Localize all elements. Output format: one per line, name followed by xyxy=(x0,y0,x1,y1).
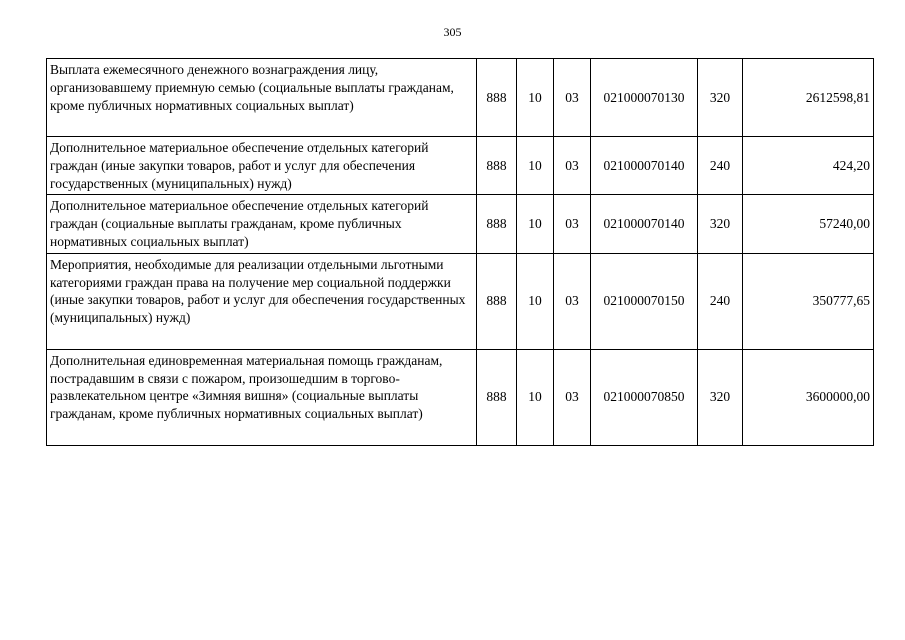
target-article-code-cell: 021000070150 xyxy=(591,253,698,349)
amount-cell: 350777,65 xyxy=(743,253,874,349)
amount-cell: 3600000,00 xyxy=(743,349,874,445)
row-name-cell: Мероприятия, необходимые для реализации отдельными льготными категориями граждан права на получение мер социальной поддержки (иные закупки товаров, работ и услуг для обеспечения государственных (муниципальных) нужд) xyxy=(47,253,477,349)
amount-cell: 2612598,81 xyxy=(743,59,874,137)
budget-table xyxy=(46,58,874,446)
table-row xyxy=(47,59,874,137)
section-code-cell: 10 xyxy=(517,349,554,445)
target-article-code-cell: 021000070130 xyxy=(591,59,698,137)
ministry-code-cell: 888 xyxy=(477,59,517,137)
table-row xyxy=(47,137,874,195)
subsection-code-cell: 03 xyxy=(554,59,591,137)
row-name-cell: Выплата ежемесячного денежного вознаграждения лицу, организовавшему приемную семью (социальные выплаты гражданам, кроме публичных нормативных социальных выплат) xyxy=(47,59,477,137)
amount-cell: 424,20 xyxy=(743,137,874,195)
target-article-code-cell: 021000070140 xyxy=(591,137,698,195)
section-code-cell: 10 xyxy=(517,195,554,253)
table-row xyxy=(47,253,874,349)
table-row xyxy=(47,195,874,253)
expense-type-code-cell: 320 xyxy=(698,349,743,445)
ministry-code-cell: 888 xyxy=(477,137,517,195)
target-article-code-cell: 021000070140 xyxy=(591,195,698,253)
row-name-cell: Дополнительное материальное обеспечение отдельных категорий граждан (иные закупки товаров, работ и услуг для обеспечения государственных (муниципальных) нужд) xyxy=(47,137,477,195)
section-code-cell: 10 xyxy=(517,59,554,137)
row-name-cell: Дополнительное материальное обеспечение отдельных категорий граждан (социальные выплаты гражданам, кроме публичных нормативных социальных выплат) xyxy=(47,195,477,253)
table-row xyxy=(47,349,874,445)
expense-type-code-cell: 320 xyxy=(698,195,743,253)
target-article-code-cell: 021000070850 xyxy=(591,349,698,445)
page-number: 305 xyxy=(443,25,462,39)
ministry-code-cell: 888 xyxy=(477,253,517,349)
subsection-code-cell: 03 xyxy=(554,195,591,253)
subsection-code-cell: 03 xyxy=(554,349,591,445)
amount-cell: 57240,00 xyxy=(743,195,874,253)
section-code-cell: 10 xyxy=(517,253,554,349)
expense-type-code-cell: 240 xyxy=(698,137,743,195)
row-name-cell: Дополнительная единовременная материальная помощь гражданам, пострадавшим в связи с пожаром, произошедшим в торгово-развлекательном центре «Зимняя вишня» (социальные выплаты гражданам, кроме публичных нормативных социальных выплат) xyxy=(47,349,477,445)
ministry-code-cell: 888 xyxy=(477,349,517,445)
expense-type-code-cell: 320 xyxy=(698,59,743,137)
section-code-cell: 10 xyxy=(517,137,554,195)
ministry-code-cell: 888 xyxy=(477,195,517,253)
subsection-code-cell: 03 xyxy=(554,137,591,195)
expense-type-code-cell: 240 xyxy=(698,253,743,349)
subsection-code-cell: 03 xyxy=(554,253,591,349)
